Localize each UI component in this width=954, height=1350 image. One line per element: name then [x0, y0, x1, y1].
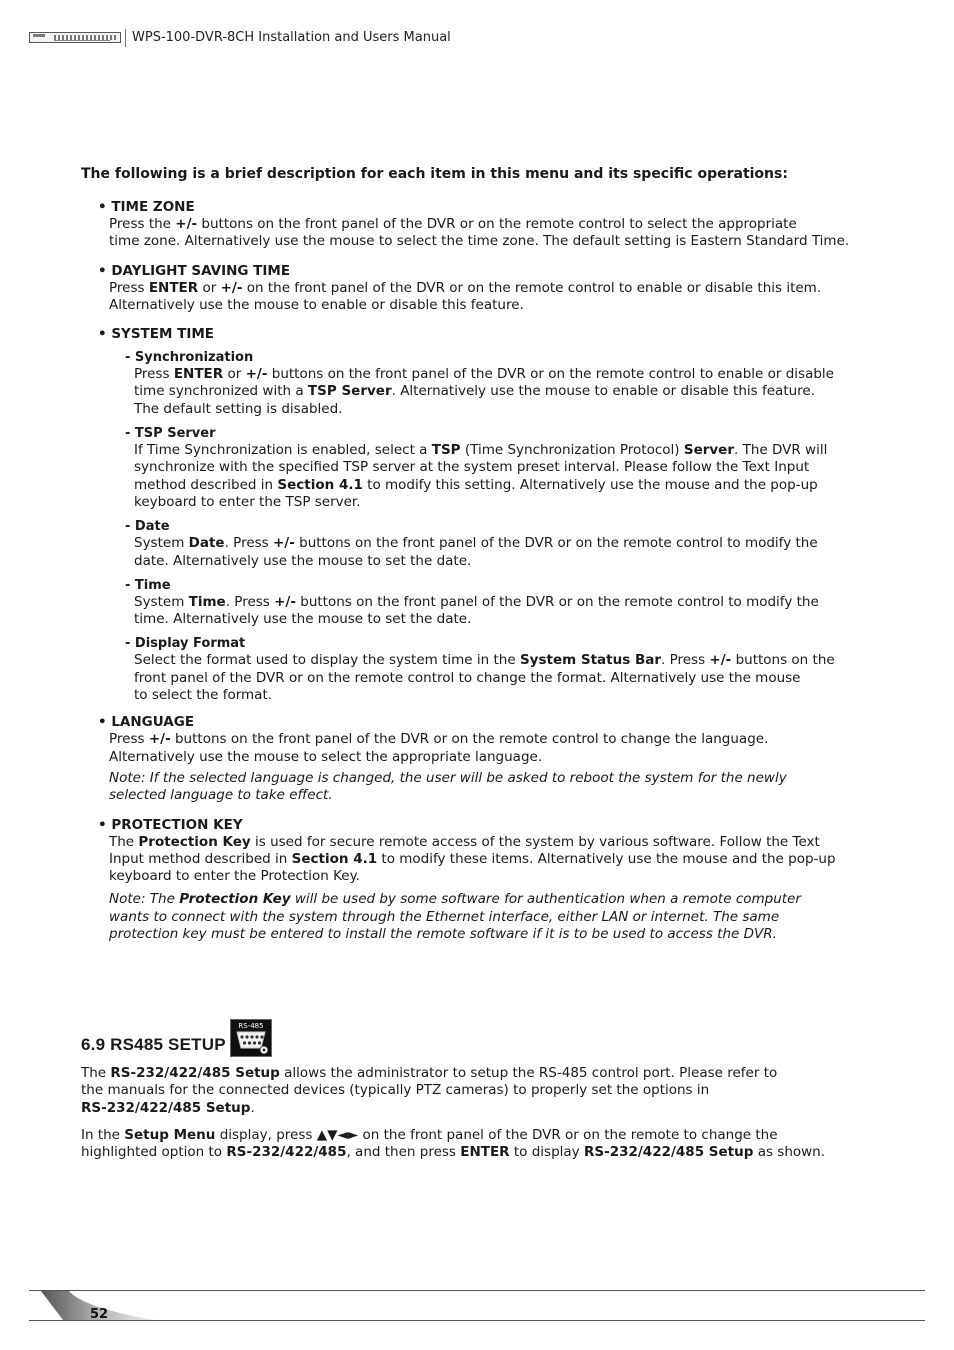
- item-body: Press the +/- buttons on the front panel of the DVR or on the remote control to select the appropriate time zone. Alternatively use the mouse to select the time zone. The default setting is Eastern Standard Time.: [109, 216, 850, 250]
- item-body: Press ENTER or +/- on the front panel of the DVR or on the remote control to enable or disable this item. Alternatively use the mouse to enable or disable this feature.: [109, 279, 822, 313]
- item-protection-key: [98, 817, 871, 944]
- header-divider: [125, 29, 126, 47]
- sub-time: [125, 577, 871, 629]
- item-time-zone: [98, 199, 871, 251]
- page-header: [29, 29, 929, 47]
- sub-title: - Date: [125, 519, 170, 535]
- item-title: • DAYLIGHT SAVING TIME: [98, 262, 291, 279]
- sub-body: Press ENTER or +/- buttons on the front panel of the DVR or on the remote control to enable or disable time synchronized with a TSP Server. Alternatively use the mouse to enable or disable this feature. The default setting is disabled.: [134, 366, 834, 417]
- sub-tsp-server: [125, 425, 871, 511]
- manual-title: WPS-100-DVR-8CH Installation and Users Manual: [132, 30, 451, 45]
- item-title: • TIME ZONE: [98, 199, 195, 215]
- item-title: • LANGUAGE: [98, 714, 195, 731]
- page-footer: [29, 1290, 925, 1322]
- note-text: Note: If the selected language is changed, the user will be asked to reboot the system for the newly: [109, 769, 787, 786]
- dvr-device-icon: [29, 32, 121, 43]
- intro-text: The following is a brief description for each item in this menu and its specific operations:: [81, 166, 788, 182]
- item-body: The Protection Key is used for secure remote access of the system by various software. Follow the Text Input method described in Section 4.1 to modify these items. Alternatively use the mouse and the pop-up keyboard to enter the Protection Key. Note: The Protection Key will be used by some software for authentication when a remote computer wants to connect with the system through the Ethernet interface, either LAN or internet. The same protection key must be entered to install the remote software if it is to be used to access the DVR.: [109, 834, 871, 944]
- item-daylight-saving-time: [98, 263, 871, 315]
- item-body: Press +/- buttons on the front panel of the DVR or on the remote control to change the language. Alternatively use the mouse to select the appropriate language. Note: If the selected language is changed, the user will be asked to reboot the system for the newly selected language to take effect.: [109, 731, 871, 804]
- sub-body: System Date. Press +/- buttons on the front panel of the DVR or on the remote control to modify the date. Alternatively use the mouse to set the date.: [134, 535, 818, 569]
- section-title: 6.9 RS485 SETUP: [81, 1035, 226, 1054]
- item-system-time: [98, 326, 871, 704]
- sub-title: - Display Format: [125, 636, 246, 652]
- sub-body: If Time Synchronization is enabled, select a TSP (Time Synchronization Protocol) Server. The DVR will synchronize with the specified TSP server at the system preset interval. Please follow the Text Input method described in Section 4.1 to modify this setting. Alternatively use the mouse and the pop-up keyboard to enter the TSP server.: [134, 442, 828, 510]
- sub-title: - Time: [125, 577, 171, 593]
- menu-description: [81, 164, 871, 943]
- paragraph: The RS-232/422/485 Setup allows the administrator to setup the RS-485 control port. Please refer to the manuals for the connected devices (typically PTZ cameras) to properly set the options in RS-232/422/485 Setup.: [81, 1065, 778, 1116]
- page-number: 52: [90, 1307, 109, 1322]
- item-title: • PROTECTION KEY: [98, 816, 243, 833]
- item-language: [98, 714, 871, 804]
- item-title: • SYSTEM TIME: [98, 326, 215, 343]
- paragraph: In the Setup Menu display, press ▲▼◄► on the front panel of the DVR or on the remote to change the highlighted option to RS-232/422/485, and then press ENTER to display RS-232/422/485 Setup as shown.: [81, 1126, 826, 1161]
- sub-body: Select the format used to display the system time in the System Status Bar. Press +/- buttons on the front panel of the DVR or on the remote control to change the format. Alternatively use the mouse to select the format.: [134, 652, 835, 704]
- rs485-port-icon: RS-485: [230, 1019, 272, 1057]
- note-text: Note: The Protection Key will be used by some software for authentication when a remote computer: [109, 891, 801, 908]
- sub-display-format: [125, 635, 871, 704]
- section-body: [81, 1065, 871, 1171]
- sub-title: - Synchronization: [125, 350, 254, 366]
- sub-date: [125, 518, 871, 570]
- sub-body: System Time. Press +/- buttons on the front panel of the DVR or on the remote control to modify the time. Alternatively use the mouse to set the date.: [134, 593, 819, 628]
- sub-title: - TSP Server: [125, 426, 216, 442]
- sub-synchronization: [125, 349, 871, 418]
